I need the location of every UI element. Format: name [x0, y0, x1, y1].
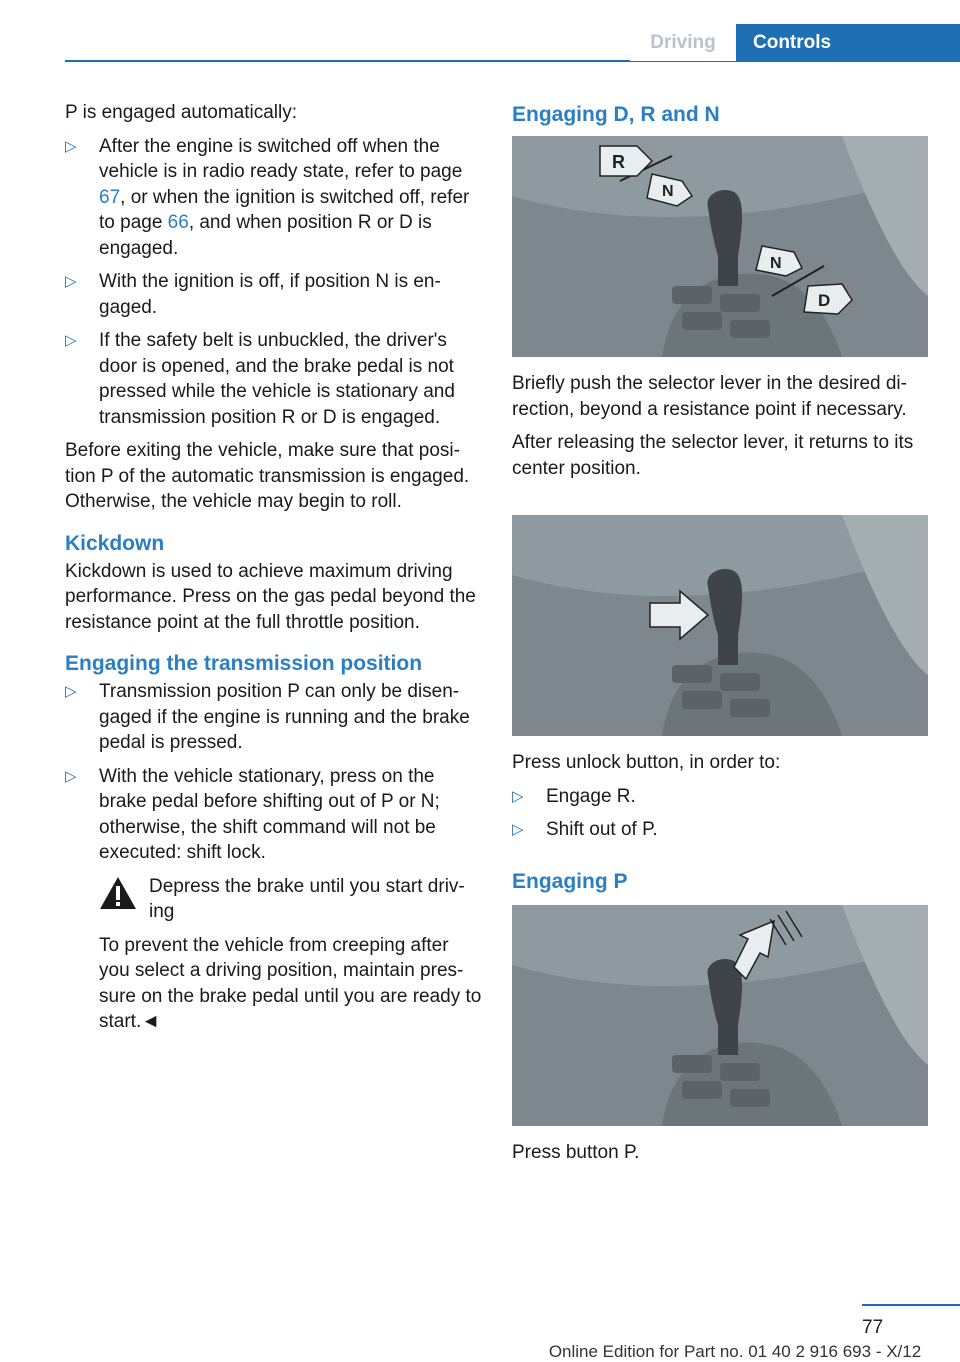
footer-rule: [862, 1304, 960, 1306]
page-number: 77: [862, 1317, 884, 1338]
svg-text:D: D: [818, 291, 831, 310]
bullet-triangle-icon: ▷: [512, 821, 524, 838]
bullet-triangle-icon: ▷: [65, 332, 77, 349]
unlock-text: Press unlock button, in order to:: [512, 752, 781, 773]
creep-text: To prevent the vehicle from creeping after you select a driving position, maintain pres‐sure on the brake pedal until you are ready to start.◄: [99, 934, 482, 1032]
page-link-67[interactable]: 67: [99, 186, 121, 208]
header-section-tab[interactable]: Driving: [630, 24, 736, 61]
list-item: ▷ With the vehicle stationary, press on the brake pedal before shifting out of P or N; otherwise, the shift command will not be executed: shift lock.: [65, 765, 440, 863]
list-item: ▷ Transmission position P can only be disen‐gaged if the engine is running and the brake pedal is pressed.: [65, 681, 470, 753]
page-link-66[interactable]: 66: [167, 212, 189, 233]
kickdown-text: Kickdown is used to achieve maximum driving performance. Press on the gas pedal beyond the resistance point at the full throttle position.: [65, 560, 476, 633]
left-column: [65, 100, 483, 1043]
list-item: ▷ After the engine is switched off when the vehicle is in radio ready state, refer to page 67, or when the ignition is switched off, refer to page 66, and when position R or D is engaged.: [65, 135, 470, 259]
p-text: Press button P.: [512, 1141, 640, 1163]
engaging-heading: Engaging the transmission position: [65, 652, 423, 675]
header-chapter-tab[interactable]: Controls: [736, 24, 960, 61]
bullet-triangle-icon: ▷: [65, 683, 77, 700]
warning-triangle-icon: [99, 876, 137, 910]
p-heading: Engaging P: [512, 869, 628, 893]
selector-lever-drn-image: [512, 136, 928, 357]
bullet-triangle-icon: ▷: [65, 273, 77, 290]
exit-note: Before exiting the vehicle, make sure that posi‐tion P of the automatic transmission is engaged. Otherwise, the vehicle may begin to roll.: [65, 440, 470, 512]
bullet-triangle-icon: ▷: [65, 767, 77, 785]
drn-text-2: After releasing the selector lever, it returns to its center position.: [512, 432, 914, 479]
bullet-triangle-icon: ▷: [65, 137, 77, 155]
list-item: ▷ If the safety belt is unbuckled, the driver's door is opened, and the brake pedal is not pressed while the vehicle is stationary and transmission position R or D is engaged.: [65, 330, 455, 428]
list-item: ▷ With the ignition is off, if position N is en‐gaged.: [65, 271, 441, 318]
list-item: ▷ Shift out of P.: [512, 817, 928, 843]
park-button-image: [512, 905, 928, 1126]
svg-text:N: N: [770, 255, 782, 272]
unlock-button-image: [512, 515, 928, 736]
kickdown-heading: Kickdown: [65, 531, 165, 555]
svg-text:N: N: [662, 183, 674, 200]
svg-text:R: R: [612, 152, 625, 172]
bullet-triangle-icon: ▷: [512, 787, 524, 805]
warning-note: Depress the brake until you start driv‐ing: [65, 874, 483, 925]
drn-heading: Engaging D, R and N: [512, 103, 720, 126]
right-column: [512, 100, 928, 1173]
drn-text-1: Briefly push the selector lever in the desired di‐rection, beyond a resistance point if necessary.: [512, 373, 907, 420]
footer-edition: Online Edition for Part no. 01 40 2 916 693 - X/12: [548, 1342, 922, 1361]
list-item: ▷ Engage R.: [512, 784, 928, 810]
auto-p-intro: P is engaged automatically:: [65, 102, 298, 123]
